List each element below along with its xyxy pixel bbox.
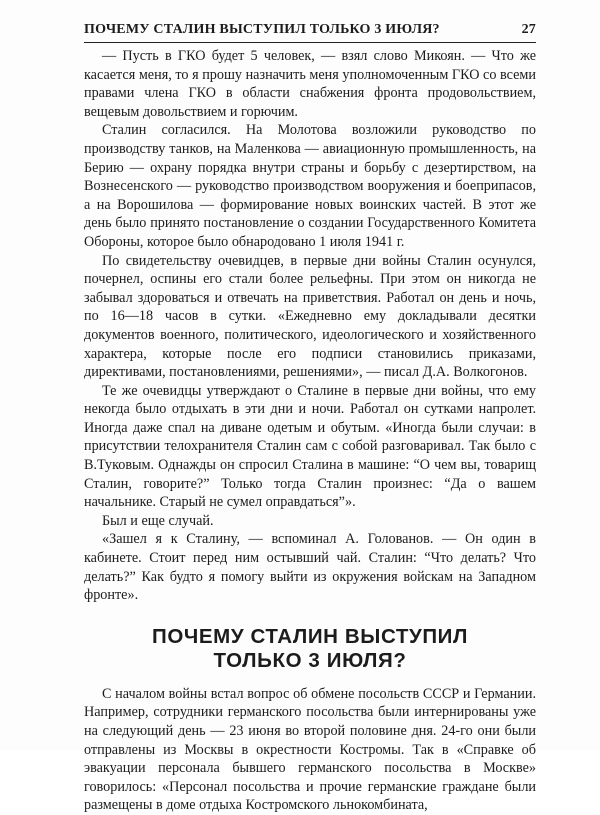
page-body [84, 47, 536, 815]
running-head-title: ПОЧЕМУ СТАЛИН ВЫСТУПИЛ ТОЛЬКО 3 ИЮЛЯ? [84, 22, 440, 37]
paragraph: Те же очевидцы утверждают о Сталине в первые дни войны, что ему некогда было отдыхать в эти дни и ночи. Работал он сутками напролет. Иногда даже спал на диване одетым и обутым. «Иногда были случаи: в присутствии телохранителя Сталин сам с собой разговаривал. Так было с В.Туковым. Однажды он спросил Сталина в машине: “О чем вы, товарищ Сталин, говорите?” Только тогда Сталин произнес: “Да о вашем начальнике. Старый не сумел оправдаться”». [84, 382, 536, 511]
paragraph: Был и еще случай. [102, 512, 214, 529]
page-number: 27 [521, 22, 536, 37]
running-head [84, 18, 536, 38]
paragraph: С началом войны встал вопрос об обмене посольств СССР и Германии. Например, сотрудники германского посольства были интернированы уже на следующий день — 23 июня во второй половине дня. 24-го они были отправлены из Москвы в окрестности Костромы. Так в «Справке об эвакуации персонала бывшего германского посольства в Москве» говорилось: «Персонал посольства и прочие германские граждане были размещены в доме отдыха Костромского льнокомбината, [84, 685, 536, 814]
chapter-title-line: ТОЛЬКО 3 ИЮЛЯ? [213, 648, 407, 672]
paragraph: — Пусть в ГКО будет 5 человек, — взял слово Микоян. — Что же касается меня, то я прошу назначить меня уполномоченным ГКО со всеми правами члена ГКО в области снабжения фронта продовольствием, вещевым довольствием и горючим. [84, 48, 536, 120]
chapter-title-line: ПОЧЕМУ СТАЛИН ВЫСТУПИЛ [152, 624, 468, 648]
paragraph: По свидетельству очевидцев, в первые дни войны Сталин осунулся, почернел, оспины его стали более рельефны. При этом он никогда не забывал здороваться и отвечать на приветствия. Работал он день и ночь, по 16—18 часов в сутки. «Ежедневно ему докладывали десятки документов военного, политического, идеологического и хозяйственного характера, которые после его подписи становились приказами, директивами, постановлениями, решениями», — писал Д.А. Волкогонов. [84, 252, 536, 381]
paragraph: Сталин согласился. На Молотова возложили руководство по производству танков, на Маленкова — авиационную промышленность, на Берию — охрану порядка внутри страны и борьбу с дезертирством, на Вознесенского — руководство производством вооружения и боеприпасов, а на Ворошилова — формирование новых воинских частей. В этот же день было принято постановление о создании Государственного Комитета Обороны, которое было обнародовано 1 июля 1941 г. [84, 122, 536, 250]
chapter-title [84, 625, 536, 673]
header-rule [84, 42, 536, 43]
paragraph: «Зашел я к Сталину, — вспоминал А. Голованов. — Он один в кабинете. Стоит перед ним остывший чай. Сталин: “Что делать? Что делать?” Как будто я помогу выйти из окружения войскам на Западном фронте». [84, 531, 536, 604]
